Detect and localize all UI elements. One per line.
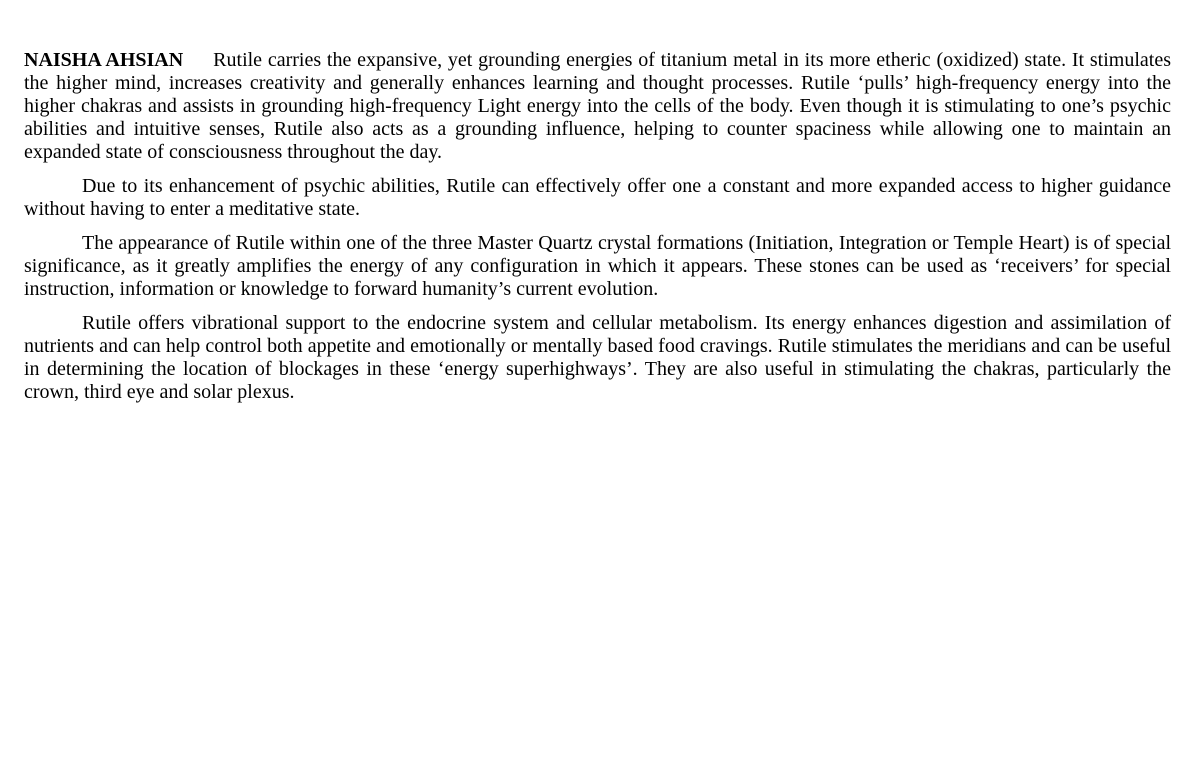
paragraph-psychic-abilities: Due to its enhancement of psychic abilities, Rutile can effectively offer one a constant and more expanded access to higher guidance without having to enter a meditative state.	[24, 175, 1171, 220]
paragraph-vibrational-support: Rutile offers vibrational support to the endocrine system and cellular metabolism. Its energy enhances digestion and assimilation of nutrients and can help control both appetite and emotionally or mentally based food cravings. Rutile stimulates the meridians and can be useful in determining the location of blockages in these ‘energy superhighways’. They are also useful in stimulating the chakras, particularly the crown, third eye and solar plexus.	[24, 312, 1171, 403]
paragraph-master-quartz: The appearance of Rutile within one of the three Master Quartz crystal formations (Initiation, Integration or Temple Heart) is of special significance, as it greatly amplifies the energy of any configuration in which it appears. These stones can be used as ‘receivers’ for special instruction, information or knowledge to forward humanity’s current evolution.	[24, 232, 1171, 300]
author-heading: NAISHA AHSIAN	[24, 49, 184, 71]
paragraph-lead	[24, 49, 1171, 164]
lead-text: Rutile carries the expansive, yet grounding energies of titanium metal in its more etheric (oxidized) state. It stimulates the higher mind, increases creativity and generally enhances learning and thought processes. Rutile ‘pulls’ high-frequency energy into the higher chakras and assists in grounding high-frequency Light energy into the cells of the body. Even though it is stimulating to one’s psychic abilities and intuitive senses, Rutile also acts as a grounding influence, helping to counter spaciness while allowing one to maintain an expanded state of consciousness throughout the day.	[24, 49, 1171, 163]
